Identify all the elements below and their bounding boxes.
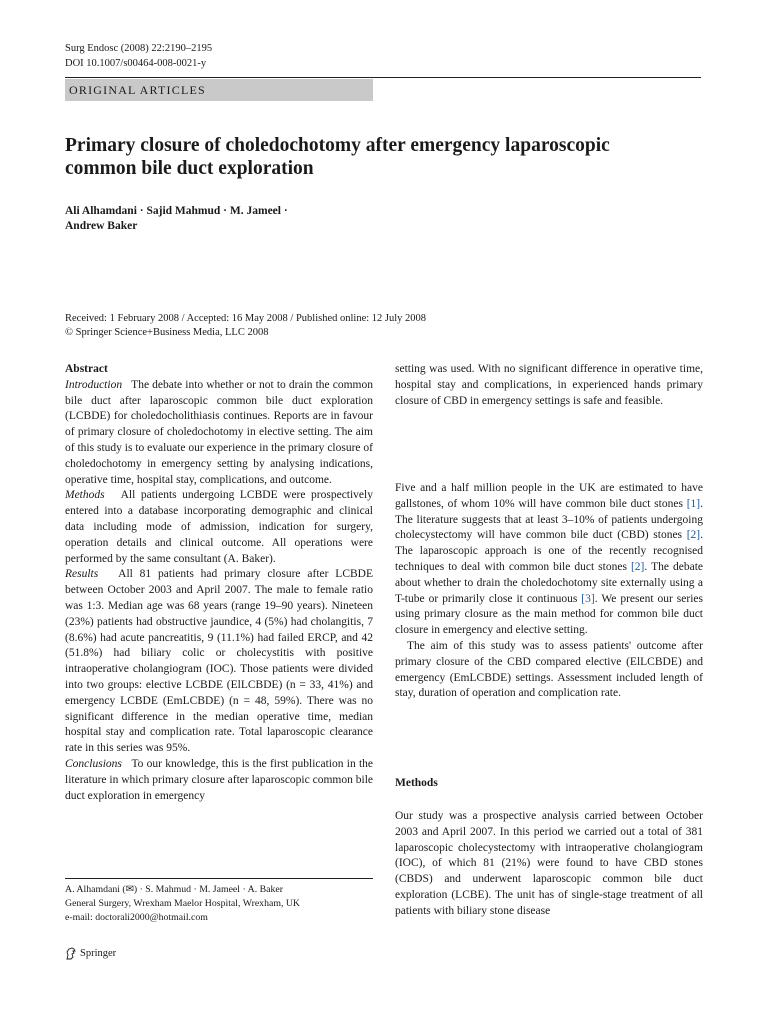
abstract-conclusions bbox=[65, 757, 373, 804]
abstract-heading: Abstract bbox=[65, 363, 108, 375]
received-dates: Received: 1 February 2008 / Accepted: 16 May 2008 / Published online: 12 July 2008 bbox=[65, 313, 427, 324]
author-list bbox=[65, 204, 465, 234]
abstract-results bbox=[65, 567, 373, 757]
results-text: All 81 patients had primary closure after LCBDE between October 2003 and April 2007. The male to female ratio was 1:3. Median age was 68 years (range 19–90 years). Nineteen (23%) patients had obstructive jaundice, 4 (5%) had cholangitis, 7 (8.6%) had acute pancreatitis, 9 (11.1%) had failed ERCP, and 42 (51.8%) had biliary colic or cholecystitis with positive intraoperative cholangiogram (IOC). Those patients were divided into two groups: elective LCBDE (ElLCBDE) (n = 33, 41%) and emergency LCBDE (EmLCBDE) (n = 48, 59%). There was no significant difference in the median operative time, median hospital stay and complication rate. Total laparoscopic clearance rate in this series was 95%. bbox=[65, 568, 373, 755]
abstract-methods bbox=[65, 488, 373, 567]
intro-text-c: . The laparoscopic approach is one of the recently recognised techniques to deal with common bile duct stones bbox=[395, 529, 703, 573]
conclusions-text: To our knowledge, this is the first publication in the literature in which primary closure after laparoscopic common bile duct exploration in emergency bbox=[65, 757, 374, 802]
intro-paragraph-1 bbox=[395, 481, 703, 639]
intro-text-a: Five and a half million people in the UK are estimated to have gallstones, of whom 10% will have common bile duct stones bbox=[395, 482, 703, 510]
reference-link-2[interactable]: [2] bbox=[686, 529, 701, 542]
reference-link-4[interactable]: [3] bbox=[581, 592, 595, 605]
methods-body: Our study was a prospective analysis carried between October 2003 and April 2007. In this period we carried out a total of 381 laparoscopic cholecystectomy with intraoperative cholangiogram (IOC), of which 81 (21%) were found to have CBD stones (CBDS) and underwent laparoscopic common bile duct exploration (LCBE). The unit has of single-stage treatment of all patients with biliary stone disease bbox=[395, 810, 703, 917]
intro-text-d: . The debate about whether to drain the choledochotomy site externally using a T-tube or primarily close it continuous bbox=[395, 560, 703, 605]
header-rule bbox=[65, 77, 701, 78]
introduction-label: Introduction bbox=[65, 378, 123, 391]
methods-heading: Methods bbox=[395, 777, 438, 789]
springer-horse-icon bbox=[65, 947, 77, 960]
footnote-rule bbox=[65, 878, 373, 879]
publisher-mark bbox=[65, 947, 116, 960]
authors-line-1: Ali Alhamdani · Sajid Mahmud · M. Jameel · bbox=[65, 205, 288, 217]
abstract-continuation: setting was used. With no significant difference in operative time, hospital stay and complications, in experienced hands primary closure of CBD in emergency settings is safe and feasible. bbox=[395, 363, 703, 407]
title-line-2: common bile duct exploration bbox=[65, 158, 314, 179]
doi-line: DOI 10.1007/s00464-008-0021-y bbox=[65, 58, 207, 69]
article-title bbox=[65, 134, 705, 180]
footnote-email: e-mail: doctorali2000@hotmail.com bbox=[65, 912, 208, 923]
publication-dates bbox=[65, 312, 705, 340]
publisher-name: Springer bbox=[80, 948, 117, 959]
reference-link-1[interactable]: [1] bbox=[686, 497, 701, 510]
abstract bbox=[65, 362, 373, 804]
journal-line: Surg Endosc (2008) 22:2190–2195 bbox=[65, 43, 213, 54]
conclusions-label: Conclusions bbox=[65, 757, 122, 770]
journal-citation bbox=[65, 41, 212, 71]
abstract-introduction bbox=[65, 378, 373, 489]
introduction-body bbox=[395, 481, 703, 702]
title-line-1: Primary closure of choledochotomy after emergency laparoscopic bbox=[65, 135, 610, 156]
copyright-line: © Springer Science+Business Media, LLC 2008 bbox=[65, 327, 269, 338]
intro-paragraph-2: The aim of this study was to assess patients' outcome after primary closure of the CBD compared elective (ElLCBDE) and emergency (EmLCBDE) settings. Assessment included length of stay, duration of operation and complication rate. bbox=[395, 639, 703, 700]
author-footnote bbox=[65, 883, 385, 925]
authors-line-2: Andrew Baker bbox=[65, 220, 138, 232]
methods-label: Methods bbox=[65, 489, 105, 502]
section-label: ORIGINAL ARTICLES bbox=[65, 79, 373, 101]
footnote-authors: A. Alhamdani (✉) · S. Mahmud · M. Jameel · A. Baker bbox=[65, 884, 283, 895]
intro-text-e: . We present our series using primary closure as the main method for common bile duct closure in emergency and elective setting. bbox=[395, 592, 703, 637]
reference-link-3[interactable]: [2] bbox=[630, 560, 645, 573]
intro-text-b: . The literature suggests that at least 3–10% of patients undergoing cholecystectomy will have common bile duct (CBD) stones bbox=[395, 497, 703, 542]
introduction-text: The debate into whether or not to drain the common bile duct after laparoscopic common bile duct exploration (LCBDE) for choledocholithiasis continues. Reports are in favour of primary closure of choledochotomy in elective setting. The aim of this study is to evaluate our experience in the primary closure of choledochotomy in emergency setting by analysing indications, operative time, hospital stay, complications, and outcome. bbox=[65, 378, 373, 486]
footnote-affiliation: General Surgery, Wrexham Maelor Hospital, Wrexham, UK bbox=[65, 898, 300, 909]
results-label: Results bbox=[65, 568, 99, 581]
methods-text: All patients undergoing LCBDE were prospectively entered into a database incorporating demographic and clinical data including mode of admission, indication for surgery, operation details and clinical outcome. All operations were performed by the same consultant (A. Baker). bbox=[65, 489, 373, 565]
